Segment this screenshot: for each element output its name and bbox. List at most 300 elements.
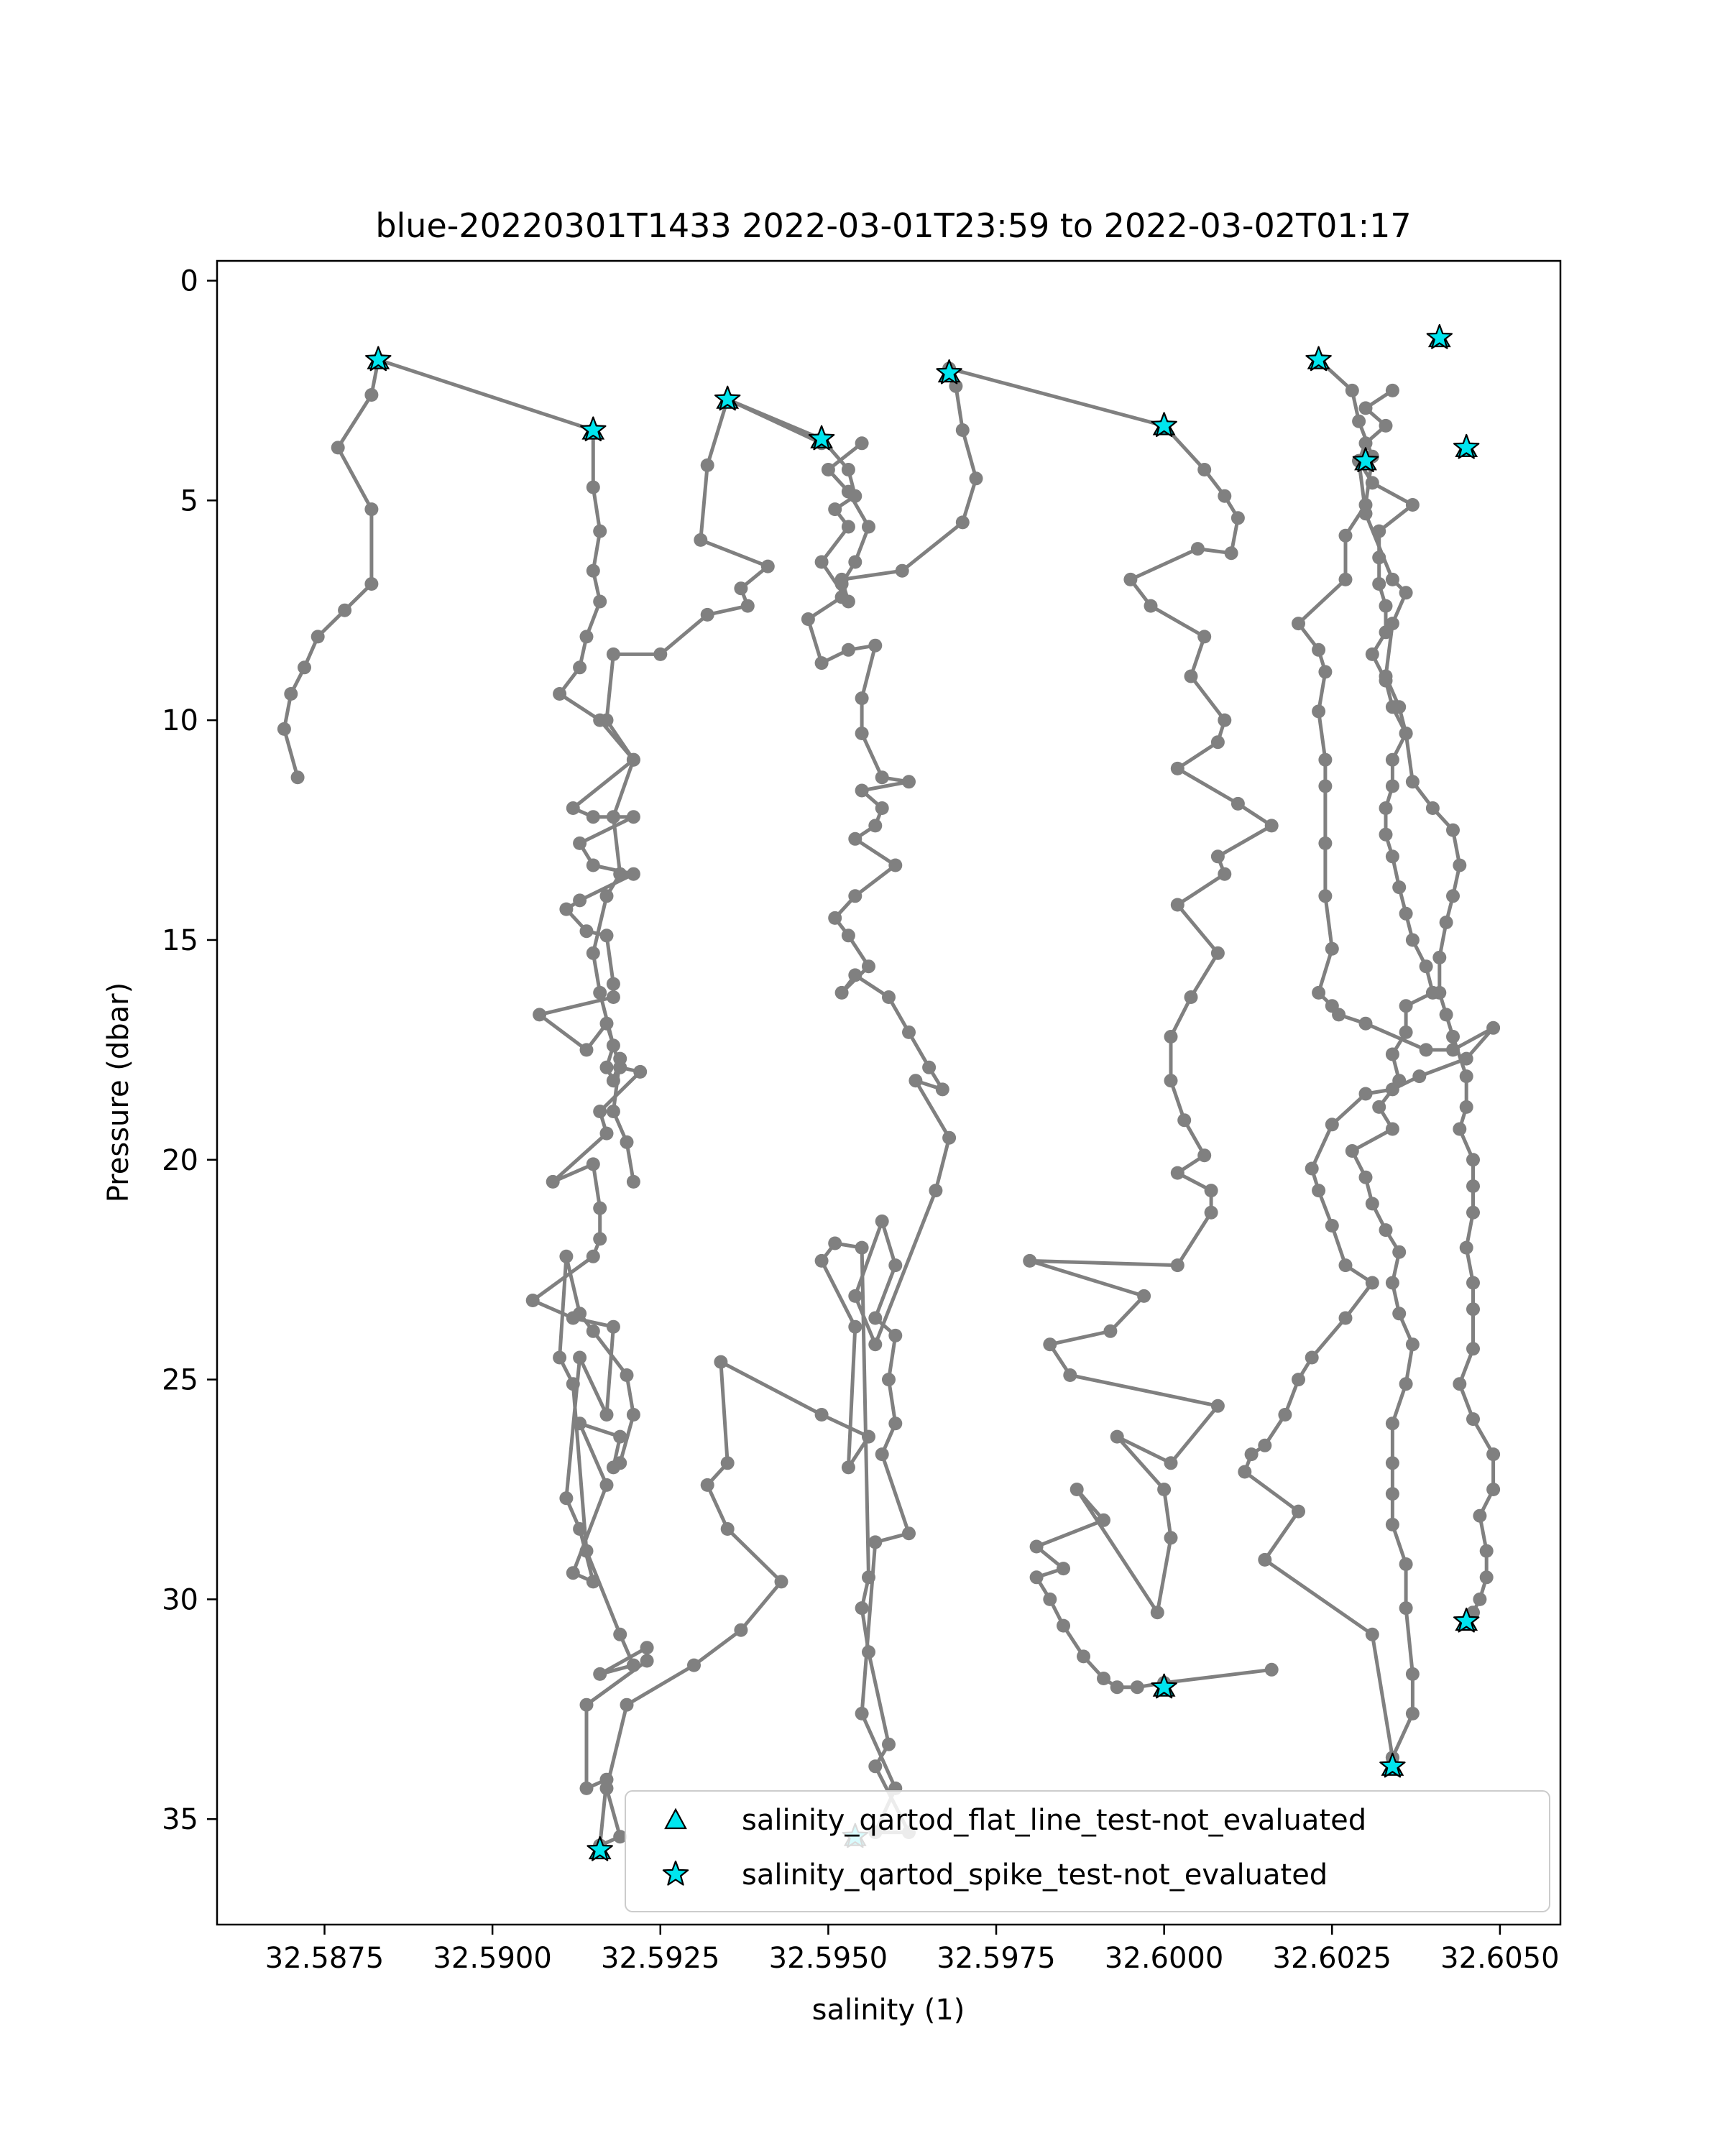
data-point: [1110, 1680, 1124, 1694]
data-point: [1097, 1672, 1110, 1685]
data-point: [1144, 599, 1158, 613]
data-point: [613, 1456, 627, 1470]
data-point: [1446, 1030, 1460, 1044]
data-point: [600, 1782, 614, 1795]
data-point: [613, 1052, 627, 1066]
data-point: [600, 714, 614, 727]
data-point: [291, 770, 305, 784]
data-point: [1486, 1483, 1500, 1496]
data-point: [1238, 1465, 1251, 1479]
data-point: [942, 1131, 956, 1145]
y-tick-label: 30: [162, 1583, 198, 1617]
data-point: [1386, 1276, 1399, 1290]
data-point: [627, 867, 640, 881]
data-point: [902, 775, 916, 788]
data-point: [1137, 1289, 1151, 1303]
data-point: [842, 595, 855, 609]
data-point: [1110, 1430, 1124, 1444]
data-point: [607, 810, 620, 824]
data-point: [607, 1320, 620, 1334]
data-point: [848, 489, 862, 503]
y-axis-label: Pressure (dbar): [102, 982, 135, 1203]
data-point: [1184, 670, 1198, 683]
data-point: [694, 533, 707, 547]
data-point: [855, 727, 869, 740]
data-point: [559, 1250, 573, 1263]
data-point: [627, 753, 640, 767]
data-point: [1366, 1197, 1379, 1210]
x-tick-label: 32.5925: [601, 1942, 720, 1975]
data-point: [1258, 1553, 1271, 1567]
data-point: [842, 463, 855, 476]
data-point: [1399, 1377, 1413, 1391]
data-point: [1265, 819, 1279, 832]
data-point: [1292, 617, 1305, 630]
data-point: [640, 1654, 654, 1668]
data-point: [1346, 384, 1359, 397]
data-point: [1030, 1540, 1044, 1554]
data-point: [607, 990, 620, 1004]
data-point: [822, 463, 835, 476]
data-point: [566, 1566, 580, 1580]
data-point: [1225, 546, 1238, 560]
data-point: [888, 1416, 902, 1430]
data-point: [1312, 1184, 1325, 1197]
data-point: [1164, 1531, 1178, 1544]
data-point: [888, 1258, 902, 1272]
data-point: [1057, 1562, 1070, 1575]
data-point: [1164, 1074, 1178, 1087]
data-point: [1318, 753, 1332, 767]
data-point: [586, 1325, 600, 1338]
data-point: [908, 1074, 922, 1087]
data-point: [835, 573, 849, 586]
data-point: [580, 1544, 594, 1558]
data-point: [1453, 1123, 1466, 1136]
data-point: [1392, 1307, 1406, 1320]
data-point: [580, 1698, 594, 1712]
data-point: [862, 520, 875, 534]
data-point: [1392, 880, 1406, 894]
x-tick-label: 32.6050: [1440, 1942, 1560, 1975]
y-tick-label: 0: [180, 264, 198, 298]
data-point: [1446, 889, 1460, 903]
data-point: [956, 423, 970, 437]
data-point: [1265, 1663, 1279, 1677]
data-point: [1103, 1325, 1117, 1338]
data-point: [721, 1522, 735, 1536]
data-point: [848, 1289, 862, 1303]
data-point: [633, 1065, 647, 1079]
data-point: [1460, 1100, 1473, 1114]
data-point: [546, 1175, 560, 1189]
data-point: [1218, 714, 1231, 727]
data-point: [868, 1312, 882, 1325]
data-point: [586, 859, 600, 872]
data-point: [1379, 828, 1393, 842]
data-point: [1318, 837, 1332, 850]
data-point: [1184, 990, 1198, 1004]
data-point: [1023, 1254, 1036, 1268]
data-point: [620, 1135, 634, 1149]
data-point: [868, 1759, 882, 1773]
data-point: [815, 1408, 829, 1422]
data-point: [882, 1738, 896, 1751]
data-point: [613, 867, 627, 881]
data-point: [1258, 1439, 1271, 1452]
data-point: [573, 1416, 586, 1430]
data-point: [1131, 1680, 1144, 1694]
data-point: [1386, 1048, 1399, 1061]
data-point: [553, 1351, 566, 1365]
data-point: [1043, 1593, 1057, 1606]
data-point: [855, 1707, 869, 1720]
data-point: [828, 502, 842, 516]
data-point: [593, 1667, 607, 1681]
data-point: [1372, 577, 1386, 591]
y-tick-label: 5: [180, 484, 198, 518]
data-point: [586, 564, 600, 578]
data-point: [1432, 951, 1446, 964]
data-point: [1386, 1123, 1399, 1136]
data-point: [1197, 463, 1211, 476]
data-point: [1399, 999, 1413, 1013]
data-point: [1372, 1100, 1386, 1114]
data-point: [1043, 1337, 1057, 1351]
data-point: [1218, 489, 1231, 503]
data-point: [902, 1026, 916, 1039]
data-point: [573, 1522, 586, 1536]
data-point: [600, 929, 614, 942]
data-point: [1359, 1017, 1373, 1031]
data-point: [600, 1478, 614, 1492]
data-point: [855, 436, 869, 450]
data-point: [848, 889, 862, 903]
data-point: [627, 1659, 640, 1672]
x-tick-label: 32.5975: [937, 1942, 1056, 1975]
data-point: [620, 1698, 634, 1712]
data-point: [842, 643, 855, 657]
data-point: [1446, 824, 1460, 837]
data-point: [1339, 573, 1353, 586]
data-point: [875, 1447, 889, 1461]
data-point: [559, 903, 573, 916]
data-point: [1352, 415, 1366, 428]
data-point: [284, 687, 298, 701]
data-point: [868, 1337, 882, 1351]
data-point: [888, 1329, 902, 1342]
data-point: [586, 810, 600, 824]
data-point: [1392, 1245, 1406, 1259]
data-point: [1339, 1258, 1353, 1272]
data-point: [1420, 959, 1433, 973]
data-point: [1030, 1570, 1044, 1584]
data-point: [868, 639, 882, 653]
data-point: [586, 481, 600, 494]
data-point: [828, 1237, 842, 1250]
data-point: [936, 1082, 949, 1096]
data-point: [1312, 704, 1325, 718]
data-point: [1346, 1144, 1359, 1158]
data-point: [855, 784, 869, 798]
data-point: [855, 1601, 869, 1615]
y-tick-label: 25: [162, 1363, 198, 1397]
data-point: [1406, 934, 1420, 947]
data-point: [1480, 1570, 1494, 1584]
data-point: [714, 1355, 727, 1369]
data-point: [573, 1307, 586, 1320]
data-point: [1171, 762, 1184, 775]
data-point: [1379, 599, 1393, 613]
data-point: [1332, 1008, 1346, 1021]
data-point: [1480, 1544, 1494, 1558]
data-point: [1399, 1026, 1413, 1039]
data-point: [815, 656, 829, 670]
data-point: [701, 608, 714, 622]
data-point: [1063, 1368, 1077, 1382]
data-point: [653, 648, 667, 661]
data-point: [600, 1061, 614, 1074]
data-point: [364, 577, 378, 591]
data-point: [1366, 1276, 1379, 1290]
data-point: [1318, 889, 1332, 903]
data-point: [1379, 1223, 1393, 1237]
data-point: [1386, 573, 1399, 586]
data-point: [1359, 1087, 1373, 1101]
data-point: [1359, 1171, 1373, 1184]
data-point: [922, 1061, 936, 1074]
x-axis-label: salinity (1): [811, 1994, 965, 2027]
data-point: [311, 630, 325, 643]
data-point: [848, 968, 862, 982]
data-point: [835, 986, 849, 1000]
data-point: [553, 687, 566, 701]
data-point: [1305, 1162, 1319, 1176]
legend-label-spike: salinity_qartod_spike_test-not_evaluated: [742, 1858, 1328, 1892]
data-point: [855, 691, 869, 705]
data-point: [875, 801, 889, 815]
data-point: [533, 1008, 546, 1021]
data-point: [701, 459, 714, 472]
data-point: [627, 810, 640, 824]
data-point: [1466, 1276, 1480, 1290]
data-point: [1453, 1377, 1466, 1391]
data-point: [1245, 1447, 1259, 1461]
data-point: [956, 515, 970, 529]
data-point: [701, 1478, 714, 1492]
data-point: [593, 595, 607, 609]
data-point: [1366, 476, 1379, 489]
data-point: [586, 1575, 600, 1588]
data-point: [1318, 665, 1332, 678]
data-point: [1379, 801, 1393, 815]
data-point: [734, 581, 748, 595]
data-point: [687, 1659, 701, 1672]
data-point: [1205, 1184, 1218, 1197]
data-point: [1426, 801, 1440, 815]
data-point: [573, 893, 586, 907]
data-point: [1197, 1148, 1211, 1162]
data-point: [1406, 1337, 1420, 1351]
y-tick-label: 35: [162, 1803, 198, 1837]
data-point: [868, 1535, 882, 1549]
data-point: [1386, 779, 1399, 793]
data-point: [1197, 630, 1211, 643]
data-point: [1392, 1074, 1406, 1087]
data-point: [620, 1368, 634, 1382]
data-point: [627, 1175, 640, 1189]
data-point: [613, 1430, 627, 1444]
data-point: [1386, 1518, 1399, 1531]
data-point: [1312, 643, 1325, 657]
data-point: [364, 388, 378, 402]
data-point: [1440, 1008, 1453, 1021]
data-point: [364, 502, 378, 516]
data-point: [566, 801, 580, 815]
y-tick-label: 15: [162, 923, 198, 957]
data-point: [1406, 1667, 1420, 1681]
data-point: [828, 911, 842, 925]
data-point: [640, 1641, 654, 1654]
data-point: [842, 520, 855, 534]
data-point: [1171, 898, 1184, 912]
data-point: [1231, 797, 1245, 811]
data-point: [1386, 1456, 1399, 1470]
data-point: [1453, 859, 1466, 872]
data-point: [1325, 1118, 1339, 1131]
data-point: [607, 1105, 620, 1118]
data-point: [761, 560, 775, 573]
data-point: [1460, 1241, 1473, 1255]
data-point: [848, 832, 862, 846]
legend-label-flat-line: salinity_qartod_flat_line_test-not_evaluated: [742, 1804, 1367, 1837]
data-point: [1231, 511, 1245, 525]
data-point: [1312, 986, 1325, 1000]
data-point: [1473, 1593, 1486, 1606]
data-point: [855, 1241, 869, 1255]
data-point: [1211, 1399, 1225, 1413]
data-point: [734, 1623, 748, 1637]
data-point: [1077, 1649, 1090, 1663]
data-point: [1366, 1628, 1379, 1641]
data-point: [566, 1377, 580, 1391]
data-point: [882, 990, 896, 1004]
y-tick-label: 20: [162, 1143, 198, 1177]
data-point: [1164, 1030, 1178, 1044]
data-point: [331, 441, 345, 454]
data-point: [842, 929, 855, 942]
data-point: [862, 1570, 875, 1584]
data-point: [593, 986, 607, 1000]
data-point: [1386, 1487, 1399, 1501]
data-point: [1386, 1416, 1399, 1430]
data-point: [1097, 1514, 1110, 1527]
data-point: [970, 471, 983, 485]
data-point: [1205, 1206, 1218, 1220]
data-point: [875, 770, 889, 784]
data-point: [593, 1105, 607, 1118]
data-point: [862, 959, 875, 973]
x-tick-label: 32.6000: [1104, 1942, 1224, 1975]
data-point: [1379, 419, 1393, 433]
data-point: [1359, 507, 1373, 520]
data-point: [888, 859, 902, 872]
data-point: [1211, 849, 1225, 863]
data-point: [1070, 1483, 1084, 1496]
data-point: [573, 660, 586, 674]
data-point: [1218, 867, 1231, 881]
data-point: [1305, 1351, 1319, 1365]
x-tick-label: 32.5875: [264, 1942, 385, 1975]
data-point: [1399, 727, 1413, 740]
data-point: [1386, 384, 1399, 397]
data-point: [1486, 1447, 1500, 1461]
data-point: [875, 1215, 889, 1228]
data-point: [1460, 1069, 1473, 1083]
data-point: [1466, 1179, 1480, 1193]
data-point: [1440, 916, 1453, 929]
data-point: [801, 612, 815, 626]
data-point: [1399, 1557, 1413, 1571]
data-point: [580, 1043, 594, 1056]
data-point: [1177, 1113, 1191, 1127]
data-point: [607, 1074, 620, 1087]
data-point: [1211, 946, 1225, 960]
data-point: [862, 1430, 875, 1444]
data-point: [775, 1575, 788, 1588]
data-point: [1339, 529, 1353, 543]
data-point: [627, 1408, 640, 1422]
data-point: [1123, 573, 1137, 586]
data-point: [1406, 1707, 1420, 1720]
data-point: [1191, 542, 1205, 556]
data-point: [1412, 1069, 1426, 1083]
data-point: [862, 1645, 875, 1659]
data-point: [882, 1373, 896, 1386]
data-point: [1386, 617, 1399, 630]
data-point: [1392, 700, 1406, 714]
data-point: [580, 630, 594, 643]
data-point: [607, 1038, 620, 1052]
data-point: [1164, 1456, 1178, 1470]
data-point: [1057, 1619, 1070, 1633]
data-point: [1420, 1043, 1433, 1056]
data-point: [1318, 779, 1332, 793]
data-point: [586, 946, 600, 960]
data-point: [1473, 1509, 1486, 1523]
data-point: [607, 977, 620, 991]
y-tick-label: 10: [162, 704, 198, 738]
legend: [625, 1791, 1550, 1912]
data-point: [741, 599, 755, 613]
data-point: [1211, 735, 1225, 749]
data-point: [559, 1491, 573, 1505]
x-tick-label: 32.5950: [768, 1942, 888, 1975]
data-point: [1399, 586, 1413, 599]
data-point: [1399, 1601, 1413, 1615]
data-point: [1386, 849, 1399, 863]
data-point: [868, 819, 882, 832]
data-point: [1432, 986, 1446, 1000]
x-tick-label: 32.6025: [1272, 1942, 1392, 1975]
data-point: [1399, 907, 1413, 921]
data-point: [1466, 1153, 1480, 1166]
data-point: [1157, 1483, 1171, 1496]
data-point: [1292, 1505, 1305, 1519]
data-point: [1379, 670, 1393, 683]
data-point: [1466, 1206, 1480, 1220]
data-point: [1339, 1312, 1353, 1325]
